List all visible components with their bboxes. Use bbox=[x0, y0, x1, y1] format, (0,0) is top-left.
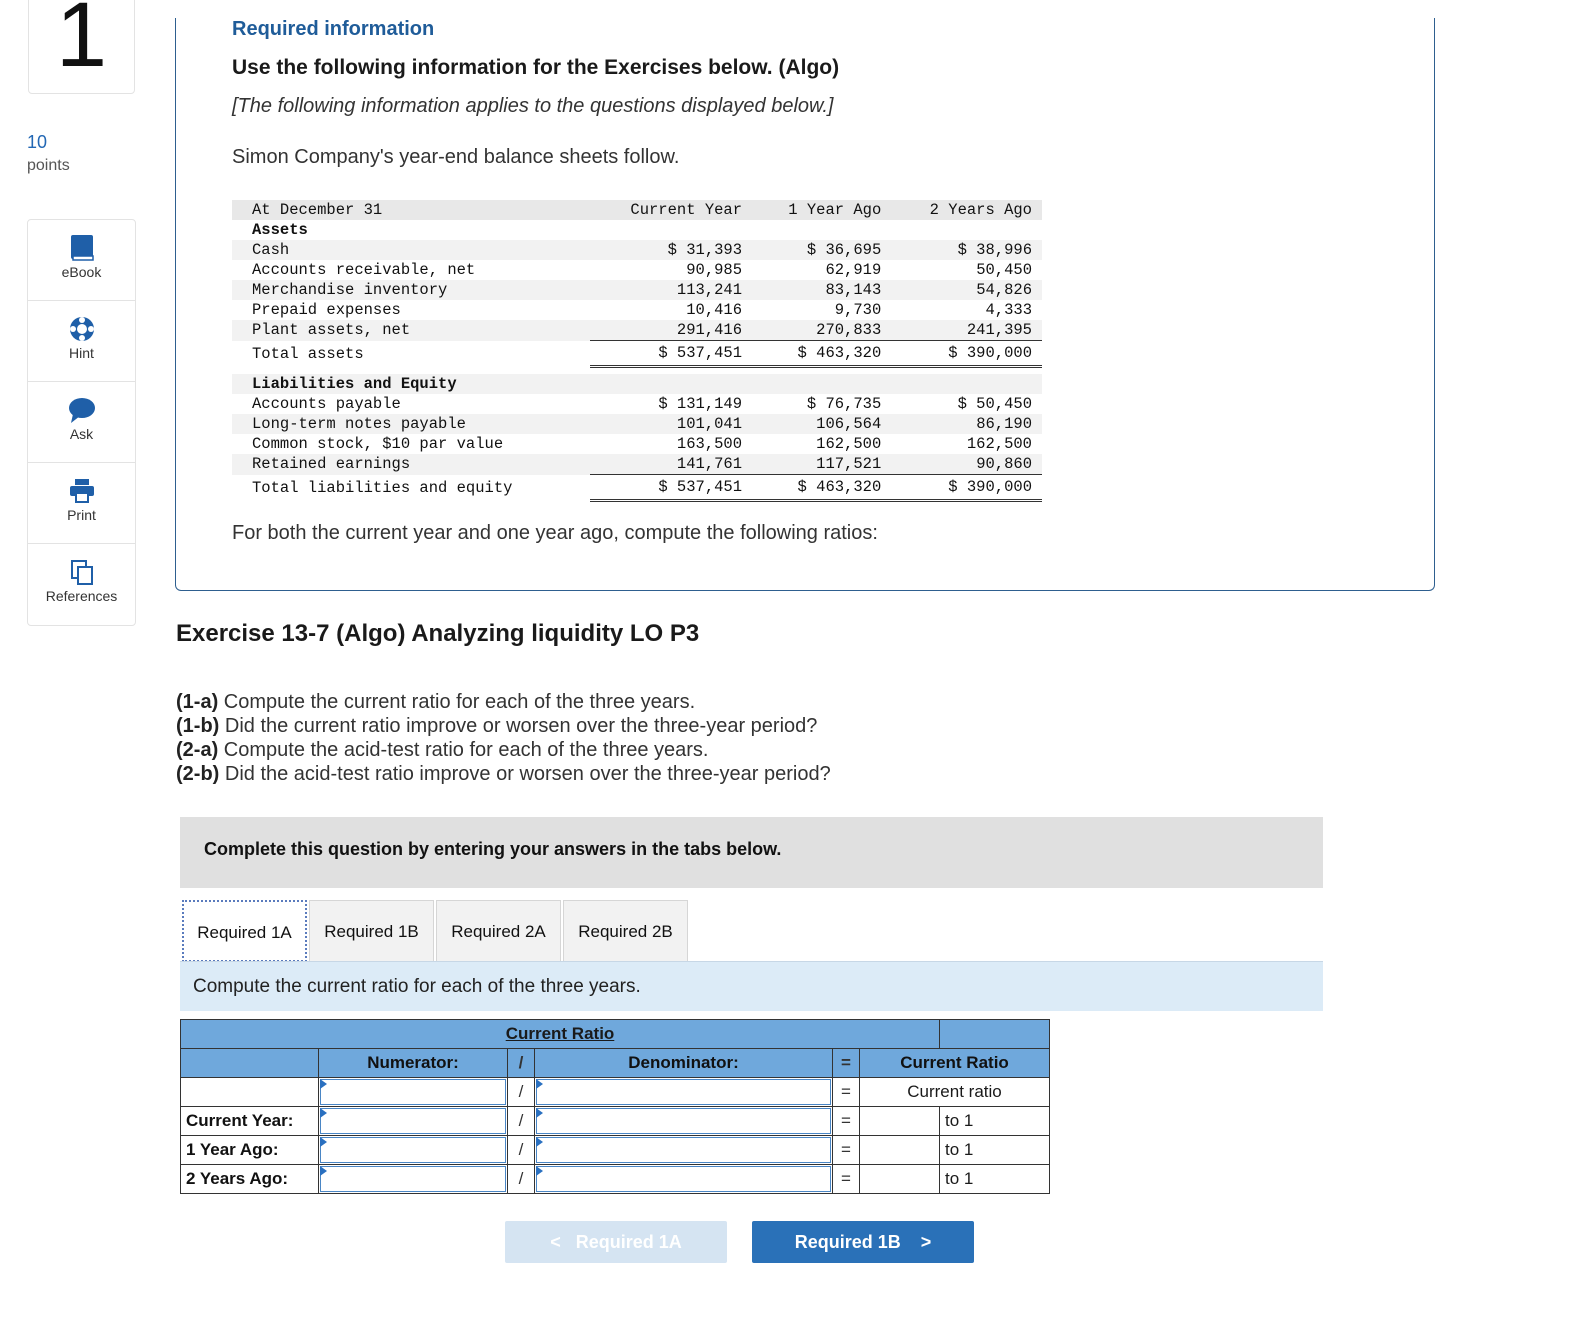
row-label: Total liabilities and equity bbox=[252, 478, 513, 497]
header-blank bbox=[181, 1049, 319, 1078]
cell-value: 117,521 bbox=[752, 454, 891, 475]
cell-value: $ 31,393 bbox=[590, 240, 752, 260]
row-label: Long-term notes payable bbox=[232, 414, 590, 434]
printer-icon bbox=[28, 477, 135, 507]
cell-value: 141,761 bbox=[590, 454, 752, 475]
applies-note: [The following information applies to the questions displayed below.] bbox=[232, 95, 834, 117]
cell-value: 50,450 bbox=[976, 261, 1032, 279]
numerator-header: Numerator: bbox=[319, 1049, 508, 1078]
divide-symbol: / bbox=[508, 1136, 535, 1165]
question-tag: (1-a) bbox=[176, 691, 219, 713]
cell-value: $ 537,451 bbox=[590, 475, 752, 501]
row-label: Prepaid expenses bbox=[252, 301, 401, 319]
ebook-label: eBook bbox=[61, 264, 102, 280]
cell-value: 54,826 bbox=[891, 280, 1042, 300]
cell-value: $ 537,451 bbox=[590, 341, 752, 367]
cell-value: 241,395 bbox=[891, 320, 1042, 341]
header-label: At December 31 bbox=[232, 200, 590, 220]
next-button-label: Required 1B bbox=[794, 1232, 901, 1252]
hint-label: Hint bbox=[69, 345, 94, 361]
cell-value: 162,500 bbox=[966, 435, 1032, 453]
cell-value: $ 463,320 bbox=[752, 475, 891, 501]
info-heading: Use the following information for the Exercises below. (Algo) bbox=[232, 56, 840, 79]
question-item bbox=[176, 714, 831, 738]
table-row bbox=[232, 280, 1042, 300]
row-label-2-years-ago: 2 Years Ago: bbox=[181, 1165, 319, 1194]
question-number-box bbox=[28, 0, 135, 94]
cell-value: 90,985 bbox=[686, 261, 743, 279]
question-item bbox=[176, 762, 831, 786]
cell-value: 9,730 bbox=[834, 301, 882, 319]
current-ratio-table bbox=[180, 1019, 1050, 1194]
assets-heading-row bbox=[232, 220, 1042, 240]
denominator-header: Denominator: bbox=[535, 1049, 833, 1078]
total-assets-row bbox=[232, 341, 1042, 367]
tab-required-2a[interactable]: Required 2A bbox=[436, 900, 561, 962]
equals-symbol: = bbox=[833, 1165, 860, 1194]
label-blank bbox=[181, 1078, 319, 1107]
numerator-input[interactable] bbox=[319, 1078, 508, 1107]
info-intro: Simon Company's year-end balance sheets follow. bbox=[232, 146, 680, 168]
row-label-current-year: Current Year: bbox=[181, 1107, 319, 1136]
print-label: Print bbox=[67, 507, 96, 523]
divide-header: / bbox=[508, 1049, 535, 1078]
result-header: Current Ratio bbox=[860, 1049, 1050, 1078]
cell-value: $ 36,695 bbox=[752, 240, 891, 260]
table-row bbox=[232, 260, 1042, 280]
question-tag: (1-b) bbox=[176, 715, 220, 737]
tab-required-2b[interactable]: Required 2B bbox=[563, 900, 688, 962]
question-text: Compute the acid-test ratio for each of the three years. bbox=[218, 739, 709, 761]
question-tag: (2-b) bbox=[176, 763, 220, 785]
numerator-input-1-year-ago[interactable] bbox=[319, 1136, 508, 1165]
ratios-instruction: For both the current year and one year ago, compute the following ratios: bbox=[232, 522, 878, 544]
prev-button-label: Required 1A bbox=[575, 1232, 682, 1252]
ratio-table-title: Current Ratio bbox=[181, 1020, 940, 1049]
cell-value: 162,500 bbox=[816, 435, 882, 453]
cell-value: $ 390,000 bbox=[891, 475, 1042, 501]
cell-value: 113,241 bbox=[590, 280, 752, 300]
cell-value: 83,143 bbox=[752, 280, 891, 300]
equals-symbol: = bbox=[833, 1078, 860, 1107]
question-list bbox=[176, 690, 831, 786]
question-text: Compute the current ratio for each of the three years. bbox=[218, 691, 696, 713]
liabilities-heading-row bbox=[232, 374, 1042, 394]
header-current-year: Current Year bbox=[590, 200, 752, 220]
cell-value: $ 131,149 bbox=[658, 395, 743, 413]
row-label: Merchandise inventory bbox=[232, 280, 590, 300]
cell-value: 270,833 bbox=[752, 320, 891, 341]
cell-value: 106,564 bbox=[752, 414, 891, 434]
result-subheader: Current ratio bbox=[860, 1078, 1050, 1107]
ratio-input-current-year[interactable] bbox=[860, 1107, 940, 1136]
cell-value: $ 76,735 bbox=[806, 395, 882, 413]
denominator-input-2-years-ago[interactable] bbox=[535, 1165, 833, 1194]
row-label: Accounts payable bbox=[252, 395, 401, 413]
ask-button[interactable] bbox=[28, 382, 135, 463]
copy-icon bbox=[28, 558, 135, 588]
tab-required-1a[interactable]: Required 1A bbox=[182, 900, 307, 962]
cell-value: 4,333 bbox=[985, 301, 1032, 319]
references-label: References bbox=[45, 588, 118, 604]
ratio-suffix: to 1 bbox=[940, 1136, 1050, 1165]
question-text: Did the acid-test ratio improve or worsen over the three-year period? bbox=[219, 763, 831, 785]
header-spacer bbox=[940, 1020, 1050, 1049]
cell-value: $ 38,996 bbox=[891, 240, 1042, 260]
cell-value: 62,919 bbox=[825, 261, 882, 279]
ratio-input-2-years-ago[interactable] bbox=[860, 1165, 940, 1194]
speech-bubble-icon bbox=[28, 396, 135, 426]
next-required-button[interactable] bbox=[752, 1221, 974, 1263]
table-row bbox=[232, 320, 1042, 341]
numerator-input-2-years-ago[interactable] bbox=[319, 1165, 508, 1194]
points-label: points bbox=[27, 157, 70, 174]
references-button[interactable] bbox=[28, 544, 135, 625]
ratio-input-1-year-ago[interactable] bbox=[860, 1136, 940, 1165]
row-label: Common stock, $10 par value bbox=[252, 435, 504, 453]
row-label: Accounts receivable, net bbox=[252, 261, 476, 279]
required-information-title: Required information bbox=[232, 18, 435, 40]
exercise-title: Exercise 13-7 (Algo) Analyzing liquidity LO P3 bbox=[176, 620, 700, 647]
equals-symbol: = bbox=[833, 1136, 860, 1165]
total-liabilities-row bbox=[232, 475, 1042, 501]
cell-value: $ 50,450 bbox=[957, 395, 1032, 413]
equals-symbol: = bbox=[833, 1107, 860, 1136]
cell-value: 163,500 bbox=[676, 435, 743, 453]
chevron-left-icon: < bbox=[550, 1232, 561, 1252]
balance-sheet-table bbox=[232, 200, 1042, 502]
chevron-right-icon: > bbox=[920, 1232, 932, 1252]
header-1-year-ago: 1 Year Ago bbox=[752, 200, 891, 220]
table-row bbox=[232, 414, 1042, 434]
row-label: Cash bbox=[232, 240, 590, 260]
cell-value: 90,860 bbox=[891, 454, 1042, 475]
equals-header: = bbox=[833, 1049, 860, 1078]
cell-value: 86,190 bbox=[891, 414, 1042, 434]
cell-value: 10,416 bbox=[686, 301, 743, 319]
denominator-input-current-year[interactable] bbox=[535, 1107, 833, 1136]
question-tag: (2-a) bbox=[176, 739, 219, 761]
prev-required-button[interactable] bbox=[505, 1221, 727, 1263]
cell-value: 101,041 bbox=[590, 414, 752, 434]
table-row bbox=[232, 454, 1042, 475]
print-button[interactable] bbox=[28, 463, 135, 544]
book-icon bbox=[28, 234, 135, 264]
cell-value: 291,416 bbox=[590, 320, 752, 341]
table-row bbox=[232, 300, 1042, 320]
tab-required-1b[interactable]: Required 1B bbox=[309, 900, 434, 962]
denominator-input-1-year-ago[interactable] bbox=[535, 1136, 833, 1165]
tool-panel bbox=[27, 219, 136, 626]
points-display bbox=[27, 132, 70, 175]
question-number: 1 bbox=[55, 0, 108, 86]
cell-value: $ 463,320 bbox=[752, 341, 891, 367]
table-row bbox=[232, 434, 1042, 454]
row-label: Retained earnings bbox=[232, 454, 590, 475]
cell-value: $ 390,000 bbox=[891, 341, 1042, 367]
ratio-suffix: to 1 bbox=[940, 1107, 1050, 1136]
ebook-button[interactable] bbox=[28, 220, 135, 301]
ratio-suffix: to 1 bbox=[940, 1165, 1050, 1194]
lifebuoy-icon bbox=[28, 315, 135, 345]
complete-instruction: Complete this question by entering your answers in the tabs below. bbox=[180, 817, 1323, 888]
header-2-years-ago: 2 Years Ago bbox=[891, 200, 1042, 220]
tab-instruction: Compute the current ratio for each of the three years. bbox=[180, 962, 1323, 1011]
points-value: 10 bbox=[27, 132, 48, 152]
table-row bbox=[232, 240, 1042, 260]
divide-symbol: / bbox=[508, 1165, 535, 1194]
balance-sheet-header bbox=[232, 200, 1042, 220]
denominator-input[interactable] bbox=[535, 1078, 833, 1107]
question-item bbox=[176, 690, 831, 714]
question-text: Did the current ratio improve or worsen over the three-year period? bbox=[219, 715, 818, 737]
hint-button[interactable] bbox=[28, 301, 135, 382]
row-label: Total assets bbox=[252, 344, 364, 363]
numerator-input-current-year[interactable] bbox=[319, 1107, 508, 1136]
divide-symbol: / bbox=[508, 1107, 535, 1136]
table-row bbox=[232, 394, 1042, 414]
row-label-1-year-ago: 1 Year Ago: bbox=[181, 1136, 319, 1165]
question-item bbox=[176, 738, 831, 762]
divide-symbol: / bbox=[508, 1078, 535, 1107]
liabilities-heading: Liabilities and Equity bbox=[232, 374, 590, 394]
ask-label: Ask bbox=[69, 426, 94, 442]
assets-heading: Assets bbox=[252, 221, 308, 239]
row-label: Plant assets, net bbox=[232, 320, 590, 341]
